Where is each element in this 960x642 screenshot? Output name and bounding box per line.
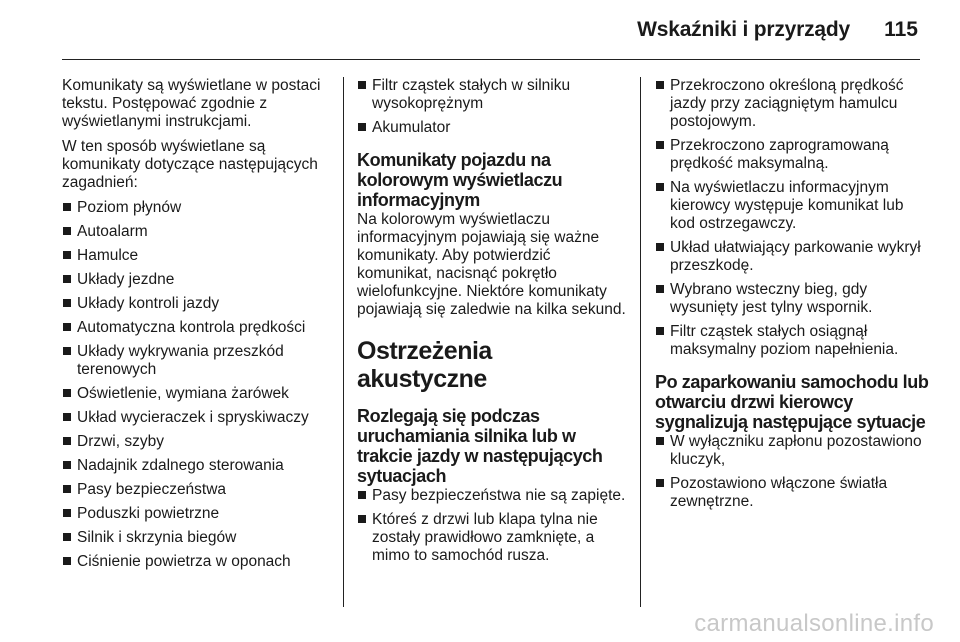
topic-list xyxy=(62,199,330,571)
list-item: Układ wycieraczek i spryskiwaczy xyxy=(62,409,330,427)
bullet-icon xyxy=(63,533,71,541)
bullet-icon xyxy=(656,285,664,293)
heading-acoustic-warnings: Ostrzeżenia akustyczne xyxy=(357,337,492,393)
bullet-icon xyxy=(63,485,71,493)
list-item: Filtr cząstek stałych w silniku wysokoprężnym xyxy=(357,77,627,113)
bullet-icon xyxy=(63,461,71,469)
list-item: Automatyczna kontrola prędkości xyxy=(62,319,330,337)
bullet-icon xyxy=(656,327,664,335)
page-number: 115 xyxy=(884,18,918,41)
subheading-engine-start: Rozlegają się podczas uruchamiania silnika lub w trakcie jazdy w następujących sytuacjach xyxy=(357,406,603,486)
list-item: Silnik i skrzynia biegów xyxy=(62,529,330,547)
bullet-icon xyxy=(63,299,71,307)
list-item: Przekroczono określoną prędkość jazdy przy zaciągniętym hamulcu postojowym. xyxy=(655,77,930,131)
list-item: Na wyświetlaczu informacyjnym kierowcy występuje komunikat lub kod ostrzegawczy. xyxy=(655,179,930,233)
list-item: Nadajnik zdalnego sterowania xyxy=(62,457,330,475)
warning-list xyxy=(357,487,627,565)
parking-warning-list xyxy=(655,433,930,511)
bullet-icon xyxy=(358,81,366,89)
bullet-icon xyxy=(63,347,71,355)
list-item: Poduszki powietrzne xyxy=(62,505,330,523)
header-divider xyxy=(62,59,920,60)
subheading-after-parking: Po zaparkowaniu samochodu lub otwarciu drzwi kierowcy sygnalizują następujące sytuacje xyxy=(655,372,929,432)
warning-list-continued xyxy=(655,77,930,359)
bullet-icon xyxy=(358,123,366,131)
paragraph: Na kolorowym wyświetlaczu informacyjnym pojawiają się ważne komunikaty. Aby potwierdzić komunikat, nacisnąć pokrętło wielofunkcyjne. Niektóre komunikaty pojawiają się zaledwie na kilka sekund. xyxy=(357,211,626,318)
list-item: Drzwi, szyby xyxy=(62,433,330,451)
list-item: Któreś z drzwi lub klapa tylna nie zostały prawidłowo zamknięte, a mimo to samochód rusza. xyxy=(357,511,627,565)
list-item: Pasy bezpieczeństwa xyxy=(62,481,330,499)
bullet-icon xyxy=(63,509,71,517)
bullet-icon xyxy=(358,515,366,523)
list-item: Oświetlenie, wymiana żarówek xyxy=(62,385,330,403)
list-item: Filtr cząstek stałych osiągnął maksymalny poziom napełnienia. xyxy=(655,323,930,359)
watermark: carmanualsonline.info xyxy=(694,610,934,637)
bullet-icon xyxy=(656,243,664,251)
subheading-color-display: Komunikaty pojazdu na kolorowym wyświetlaczu informacyjnym xyxy=(357,150,563,210)
column-divider-1 xyxy=(343,77,344,607)
topic-list-continued xyxy=(357,77,627,137)
page-header xyxy=(0,0,960,56)
list-item: Przekroczono zaprogramowaną prędkość maksymalną. xyxy=(655,137,930,173)
bullet-icon xyxy=(63,389,71,397)
list-item: W wyłączniku zapłonu pozostawiono kluczyk, xyxy=(655,433,930,469)
bullet-icon xyxy=(358,491,366,499)
bullet-icon xyxy=(656,183,664,191)
list-item: Układy jezdne xyxy=(62,271,330,289)
bullet-icon xyxy=(63,227,71,235)
list-item: Układy wykrywania przeszkód terenowych xyxy=(62,343,330,379)
bullet-icon xyxy=(63,323,71,331)
paragraph: Komunikaty są wyświetlane w postaci tekstu. Postępować zgodnie z wyświetlanymi instrukcjami. xyxy=(62,77,321,130)
list-item: Wybrano wsteczny bieg, gdy wysunięty jest tylny wspornik. xyxy=(655,281,930,317)
bullet-icon xyxy=(63,413,71,421)
bullet-icon xyxy=(63,437,71,445)
paragraph: W ten sposób wyświetlane są komunikaty dotyczące następujących zagadnień: xyxy=(62,138,318,191)
bullet-icon xyxy=(63,557,71,565)
list-item: Autoalarm xyxy=(62,223,330,241)
column-2 xyxy=(357,77,627,571)
list-item: Poziom płynów xyxy=(62,199,330,217)
section-title: Wskaźniki i przyrządy xyxy=(637,18,850,41)
list-item: Hamulce xyxy=(62,247,330,265)
bullet-icon xyxy=(656,81,664,89)
bullet-icon xyxy=(63,251,71,259)
list-item: Pasy bezpieczeństwa nie są zapięte. xyxy=(357,487,627,505)
column-divider-2 xyxy=(640,77,641,607)
bullet-icon xyxy=(63,275,71,283)
bullet-icon xyxy=(656,479,664,487)
list-item: Pozostawiono włączone światła zewnętrzne. xyxy=(655,475,930,511)
column-3 xyxy=(655,77,930,517)
column-1 xyxy=(62,77,330,577)
bullet-icon xyxy=(656,141,664,149)
bullet-icon xyxy=(63,203,71,211)
bullet-icon xyxy=(656,437,664,445)
list-item: Układy kontroli jazdy xyxy=(62,295,330,313)
list-item: Akumulator xyxy=(357,119,627,137)
list-item: Układ ułatwiający parkowanie wykrył przeszkodę. xyxy=(655,239,930,275)
list-item: Ciśnienie powietrza w oponach xyxy=(62,553,330,571)
